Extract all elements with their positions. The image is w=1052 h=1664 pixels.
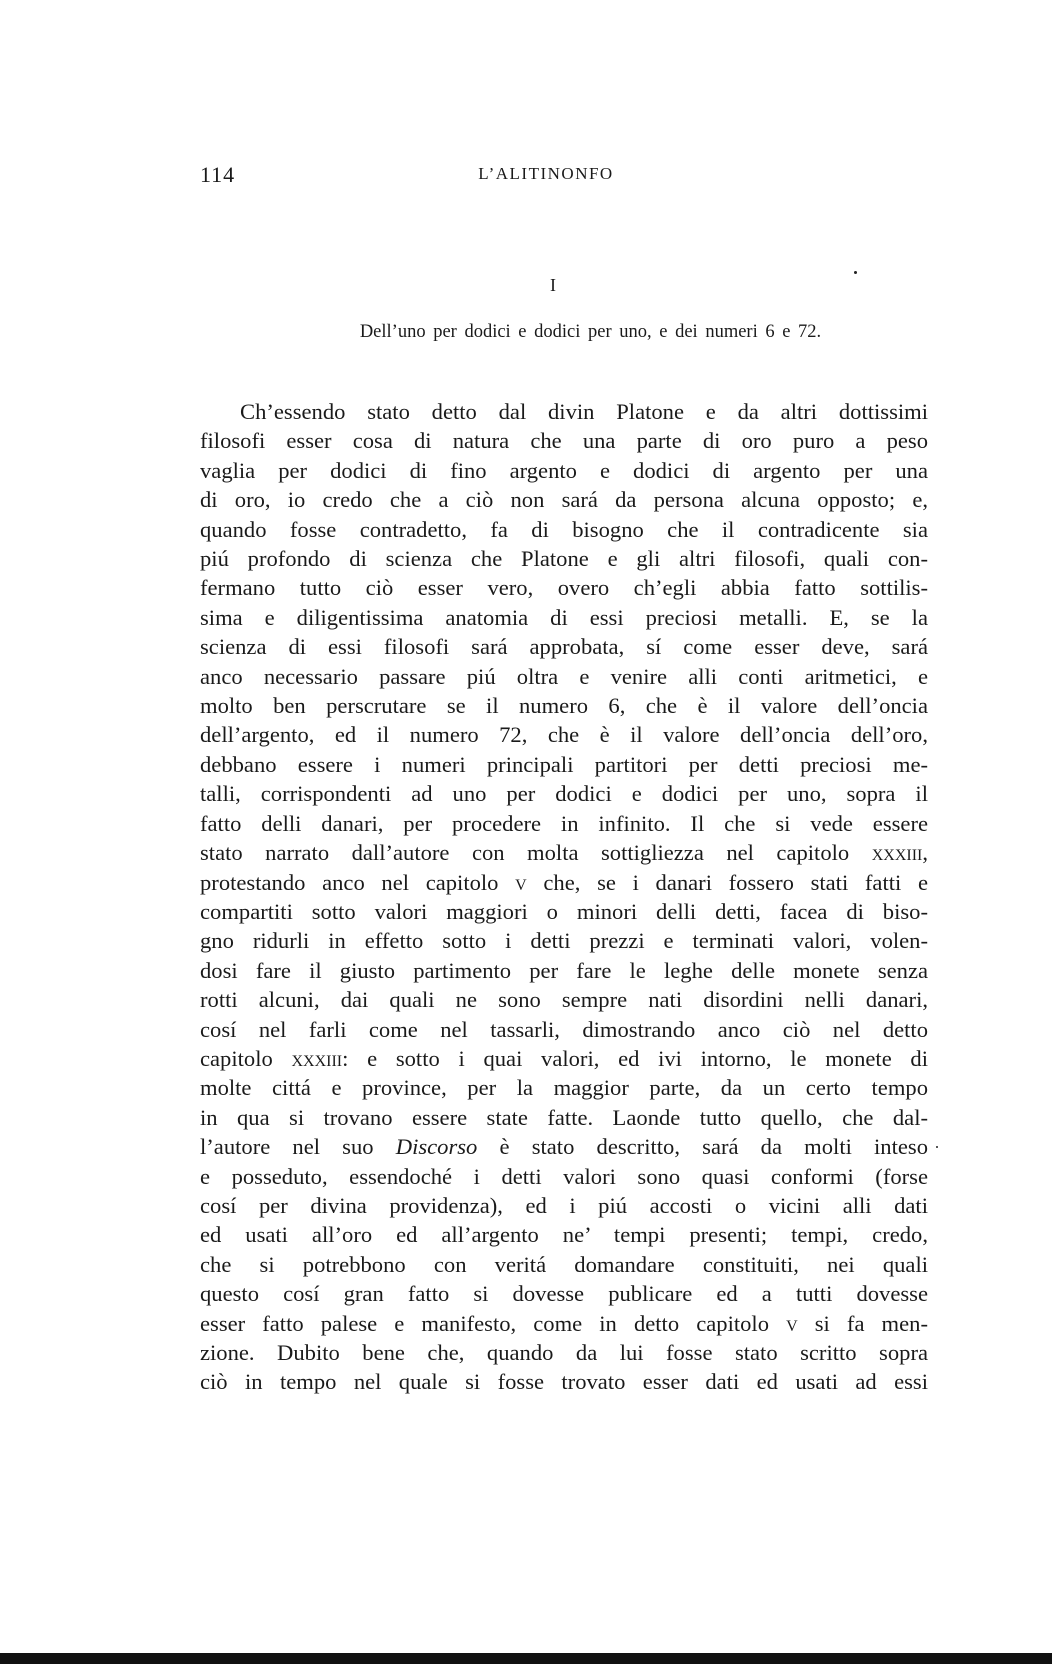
text-line: compartiti sotto valori maggiori o minori delli detti, facea di biso- xyxy=(200,898,928,924)
section-numeral: I xyxy=(550,275,556,295)
section-title: Dell’uno per dodici e dodici per uno, e dei numeri 6 e 72. xyxy=(359,322,822,342)
text-fragment: capitolo xyxy=(200,1045,273,1071)
text-line xyxy=(200,1309,928,1338)
text-line: fermano tutto ciò esser vero, overo ch’egli abbia fatto sottilis- xyxy=(200,575,928,601)
text-line: che si potrebbono con veritá domandare constituiti, nei quali xyxy=(200,1251,928,1277)
text-fragment: e sotto i quai valori, ed ivi intorno, le monete di xyxy=(367,1045,929,1071)
scan-edge-rule xyxy=(0,1653,1052,1664)
scan-speck xyxy=(854,271,857,274)
text-line: e posseduto, essendoché i detti valori sono quasi conformi (forse xyxy=(200,1163,928,1189)
text-fragment: stato narrato dall’autore con molta sottigliezza nel capitolo xyxy=(200,840,850,866)
chapter-numeral: xxxiii: xyxy=(291,1045,349,1071)
text-line: talli, corrispondenti ad uno per dodici e dodici per uno, sopra il xyxy=(200,781,928,807)
text-fragment: che, se i danari fossero stati fatti e xyxy=(543,869,928,895)
text-line: scienza di essi filosofi sará approbata, sí come esser deve, sará xyxy=(200,634,928,660)
text-line: Ch’essendo stato detto dal divin Platone e da altri dottissimi xyxy=(240,399,928,424)
text-line: in qua si trovano essere state fatte. Laonde tutto quello, che dal- xyxy=(200,1104,928,1130)
text-line: cosí nel farli come nel tassarli, dimostrando anco ciò nel detto xyxy=(200,1016,928,1042)
text-line xyxy=(200,1132,928,1161)
text-line: fatto delli danari, per procedere in infinito. Il che si vede essere xyxy=(200,810,928,836)
chapter-numeral: v xyxy=(515,869,527,895)
text-line: molto ben perscrutare se il numero 6, che è il valore dell’oncia xyxy=(200,693,928,719)
text-line: zione. Dubito bene che, quando da lui fosse stato scritto sopra xyxy=(200,1340,928,1365)
text-line: debbano essere i numeri principali partitori per detti preciosi me- xyxy=(200,751,928,777)
text-fragment: l’autore nel suo xyxy=(200,1134,374,1160)
text-line: sima e diligentissima anatomia di essi preciosi metalli. E, se la xyxy=(200,604,928,630)
running-title: L’ALITINONFO xyxy=(478,164,614,183)
text-line: piú profondo di scienza che Platone e gli altri filosofi, quali con- xyxy=(200,546,928,572)
text-line: filosofi esser cosa di natura che una parte di oro puro a peso xyxy=(200,428,928,454)
text-line: ed usati all’oro ed all’argento ne’ tempi presenti; tempi, credo, xyxy=(200,1222,928,1248)
italic-title: Discorso xyxy=(395,1134,478,1160)
text-line xyxy=(200,1044,928,1073)
text-fragment: esser fatto palese e manifesto, come in detto capitolo xyxy=(200,1310,769,1336)
text-line: gno ridurli in effetto sotto i detti prezzi e terminati valori, volen- xyxy=(200,928,928,954)
text-line: questo cosí gran fatto si dovesse publicare ed a tutti dovesse xyxy=(200,1281,928,1307)
scan-speck xyxy=(936,1146,938,1148)
text-line: dell’argento, ed il numero 72, che è il valore dell’oncia dell’oro, xyxy=(200,722,928,748)
text-fragment: si fa men- xyxy=(814,1310,928,1336)
text-line: vaglia per dodici di fino argento e dodici di argento per una xyxy=(200,457,928,483)
text-line xyxy=(200,868,928,897)
text-line: dosi fare il giusto partimento per fare le leghe delle monete senza xyxy=(200,957,928,983)
text-line: quando fosse contradetto, fa di bisogno che il contradicente sia xyxy=(200,516,928,542)
text-line: ciò in tempo nel quale si fosse trovato esser dati ed usati ad essi xyxy=(200,1369,928,1395)
page-number: 114 xyxy=(200,162,236,187)
text-line: anco necessario passare piú oltra e venire alli conti aritmetici, e xyxy=(200,663,928,689)
text-line: rotti alcuni, dai quali ne sono sempre nati disordini nelli danari, xyxy=(200,987,928,1013)
text-fragment: protestando anco nel capitolo xyxy=(200,869,499,895)
text-line xyxy=(200,838,928,867)
text-line: di oro, io credo che a ciò non sará da persona alcuna opposto; e, xyxy=(200,487,928,513)
text-fragment: è stato descritto, sará da molti inteso xyxy=(499,1134,928,1160)
text-line: molte cittá e province, per la maggior parte, da un certo tempo xyxy=(200,1075,928,1101)
chapter-numeral: xxxiii, xyxy=(871,840,928,866)
body-paragraph xyxy=(200,397,928,1397)
text-line: cosí per divina providenza), ed i piú accosti o vicini alli dati xyxy=(200,1192,928,1218)
chapter-numeral: v xyxy=(786,1310,798,1336)
